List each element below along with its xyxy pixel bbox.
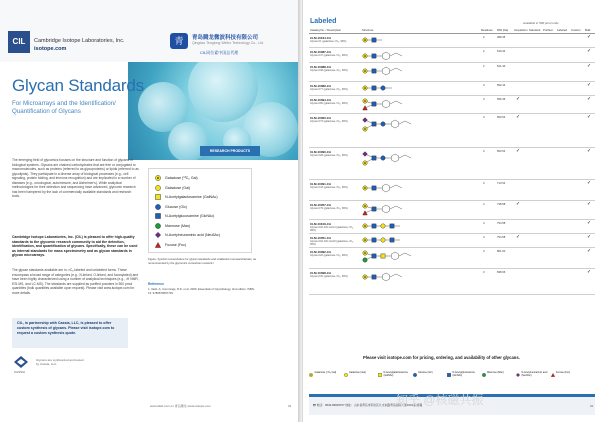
catalog-number: CLM-10091-CA — [310, 182, 332, 186]
check-icon: ✓ — [516, 114, 521, 120]
table-row — [309, 248, 595, 269]
page-header — [0, 0, 298, 62]
residues-value: 3 — [483, 271, 485, 274]
residues-value: 3 — [483, 116, 485, 119]
legend-item — [155, 174, 198, 182]
legend-label: N-Acetylgalactosamine (GalNAc) — [165, 195, 218, 199]
check-icon: ✓ — [587, 34, 592, 40]
table-row — [309, 114, 595, 148]
page-title: Glycan Standards — [12, 76, 144, 95]
availability-note: Available in 500 pmol units — [523, 21, 559, 25]
left-footer: www.diwb.com.cn 青岛腾龙 www.isotope.com — [150, 404, 211, 408]
check-icon: ✓ — [587, 114, 592, 120]
check-icon: ✓ — [587, 63, 592, 69]
check-icon: ✓ — [516, 234, 521, 240]
legend-label: N-Acetylgalactosamine (GalNAc) — [383, 371, 408, 377]
cassia-label: CASSIA — [14, 370, 26, 374]
residues-value: 2 — [483, 36, 485, 39]
square-symbol-icon — [155, 213, 161, 219]
check-icon: ✓ — [587, 48, 592, 54]
legend-label: N-Acetylneuraminic acid (Neu5Ac) — [165, 233, 220, 237]
residues-value: 4 — [483, 236, 485, 239]
symbol-legend — [148, 168, 252, 253]
partner-name-en: Qingdao Tenglong Weibo Technology Co., Ltd. — [192, 41, 264, 45]
legend-label: N-Acetylneuraminic acid (Neu5Ac) — [521, 371, 548, 377]
mw-value: 541.40 — [497, 65, 506, 68]
circle-symbol-icon — [155, 223, 161, 229]
mw-value: 738.58 — [497, 203, 506, 206]
legend-label: Fucose (Fuc) — [165, 242, 187, 247]
right-page — [302, 0, 600, 422]
residues-value: 3 — [483, 250, 485, 253]
cassia-note: Glycans are synthesized and tested by Cassia, LLC. — [36, 358, 84, 366]
table-row — [309, 234, 595, 248]
residues-value: 3 — [483, 84, 485, 87]
mw-value: 754.58 — [497, 222, 506, 225]
legend-item — [155, 212, 214, 220]
check-icon: ✓ — [587, 96, 592, 102]
contact-text: ☎ 电话：0532-83818707 地址：山东省青岛市李沧区九水东路青岛国际大厦1601室 邮箱 — [313, 403, 423, 407]
watermark: 知乎 @核磁共振 — [396, 393, 484, 407]
figure-caption: Figure. Symbol nomenclature for glycan standards and unlabeled monosaccharides, as recommended by the glycomics consortium network.¹ — [148, 257, 257, 265]
legend-item — [155, 241, 186, 249]
table-row — [309, 48, 595, 63]
left-page — [0, 0, 298, 422]
labeled-heading: Labeled — [310, 18, 337, 25]
table-row — [309, 220, 595, 234]
triangle-symbol-icon — [155, 242, 161, 248]
brand-name: Cambridge Isotope Laboratories, Inc. — [34, 38, 125, 44]
legend-item — [447, 372, 479, 386]
intro-paragraph: The emerging field of glycomics focuses on the structure and function of glycans in biological systems. Glycans are chained carbohydrates that are free or conjugated to macromolecules, such as proteins (referred to as glycoproteins) or lipids (referred to as glycolipids). They participate in a diverse array of biological processes (e.g., cell signaling, protein folding, and immune recognition) and are implicated in a number of diseases (e.g., oncological, autoimmune, and Alzheimer's). While analytical methodologies for their detection and sequencing have advanced, glycomic research has been hampered by the lack of commercially available standards and research tools. — [12, 158, 139, 198]
check-icon: ✓ — [587, 180, 592, 186]
col-c5: Custom — [571, 28, 581, 32]
glycan-description: Glycan-F43 (galactose-¹³C₆, 99%) — [310, 186, 348, 189]
table-header — [309, 26, 595, 34]
legend-item — [516, 372, 548, 386]
col-c3: Purified — [543, 28, 553, 32]
check-icon: ✓ — [587, 220, 592, 226]
research-products-ribbon: RESEARCH PRODUCTS — [200, 146, 260, 156]
col-c6: Bulk — [585, 28, 591, 32]
page-subtitle: For Microarrays and the Identification/ Quantification of Glycans — [12, 100, 116, 115]
check-icon: ✓ — [587, 201, 592, 207]
square-symbol-icon — [378, 373, 382, 377]
circle-symbol-icon — [155, 175, 161, 181]
catalog-number: CLM-10164-CA — [310, 36, 332, 40]
legend-item — [413, 372, 445, 386]
cil-logo: CIL — [8, 31, 30, 53]
right-page-number: 02 — [590, 404, 594, 408]
legend-item — [378, 372, 410, 386]
diamond-symbol-icon — [155, 232, 161, 238]
legend-label: Glucose (Glc) — [165, 204, 187, 209]
catalog-number: CLM-10089-CA — [310, 84, 332, 88]
table-row — [309, 82, 595, 96]
left-page-number: 01 — [288, 404, 292, 408]
circle-symbol-icon — [344, 373, 348, 377]
legend-item — [155, 203, 187, 211]
legend-item — [155, 231, 220, 239]
col-c1: Acquisition — [514, 28, 528, 32]
partner-logo: 青 — [170, 33, 188, 49]
legend-item — [155, 184, 190, 192]
check-icon: ✓ — [516, 148, 521, 154]
check-icon: ✓ — [587, 82, 592, 88]
circle-symbol-icon — [482, 373, 486, 377]
glycan-structure-icon — [362, 114, 472, 148]
legend-label: Galactose (¹³C₆ Gal) — [314, 371, 337, 374]
legend-item — [309, 372, 341, 386]
catalog-number: CLM-10088-CA — [310, 65, 332, 69]
square-symbol-icon — [155, 194, 161, 200]
check-icon: ✓ — [587, 248, 592, 254]
col-c4: Labeled — [557, 28, 567, 32]
glycan-structure-icon — [362, 269, 472, 303]
table-row — [309, 269, 595, 295]
catalog-number: CLM-10098-CA — [310, 271, 332, 275]
residues-value: 4 — [483, 203, 485, 206]
mw-value: 801.60 — [497, 250, 506, 253]
glycan-description: Glycan-F77 (galactose-¹³C₆, 99%) — [310, 88, 348, 91]
legend-label: Mannose (Man) — [165, 223, 191, 228]
circle-symbol-icon — [413, 373, 417, 377]
structure-cell — [362, 269, 472, 308]
table-body — [309, 34, 595, 295]
catalog-number: CLM-10051-CA — [310, 236, 332, 240]
legend-label: Glucose (Glc) — [418, 371, 433, 374]
mw-value: 838.66 — [497, 271, 506, 274]
mw-value: 389.35 — [497, 36, 506, 39]
col-c2: Standard — [529, 28, 541, 32]
mw-value: 713.54 — [497, 182, 506, 185]
legend-item — [155, 193, 218, 201]
mw-value: 592.44 — [497, 84, 506, 87]
catalog-number: CLM-10057-CA — [310, 203, 332, 207]
visit-note: Please visit isotope.com for pricing, ordering, and availability of other glycans. — [363, 355, 520, 360]
legend-item — [551, 372, 583, 386]
legend-item — [155, 222, 190, 230]
glycan-description: Glycan-F28 (galactose-¹³C₆, 99%) — [310, 154, 348, 157]
mw-value: 510.34 — [497, 50, 506, 53]
references-heading: Reference — [148, 282, 164, 286]
mw-value: 656.46 — [497, 98, 506, 101]
legend-label: Fucose (Fuc) — [556, 371, 571, 374]
glycan-description: Glycan-F79 (galactose-¹³C₆, 99%) — [310, 207, 348, 210]
residues-value: 4 — [483, 222, 485, 225]
triangle-symbol-icon — [551, 373, 555, 377]
legend-item — [482, 372, 514, 386]
circle-symbol-icon — [155, 185, 161, 191]
glycan-description: Glycan-F47 (galactose-¹³C₆, 99%) — [310, 54, 348, 57]
glycan-description: Glycan-F73 (galactose-¹³C₆, 99%) — [310, 120, 348, 123]
residues-value: 2 — [483, 50, 485, 53]
legend-item — [344, 372, 376, 386]
residues-value: 2 — [483, 65, 485, 68]
glycan-description: Glycan-F48 (galactose-¹³C₆, 99%) — [310, 69, 348, 72]
check-icon: ✓ — [516, 96, 521, 102]
check-icon: ✓ — [516, 201, 521, 207]
brand-url[interactable]: isotope.com — [34, 46, 67, 52]
col-structure: Structure — [362, 28, 374, 32]
residues-value: 3 — [483, 182, 485, 185]
circle-symbol-icon — [309, 373, 313, 377]
bottom-symbol-legend — [309, 372, 595, 386]
statement-paragraph: Cambridge Isotope Laboratories, Inc. (CIL) is pleased to offer high-quality standards to the glycomic research community to aid the detection, identification, and quantification of glycans. Specifically, these can be used as internal standards for mass spectrometry and as glycan standards in glycan microarrays. — [12, 235, 138, 258]
square-symbol-icon — [447, 373, 451, 377]
diamond-symbol-icon — [516, 373, 520, 377]
catalog-number: CLM-10094-CA — [310, 98, 332, 102]
references-text: 1. Varki, A; Cummings, R.D. et al. 2009. Essentials of Glycobiology, 2nd edition. ISBN-13: 9780879697709 — [148, 287, 255, 295]
table-row — [309, 201, 595, 220]
catalog-number: CLM-10087-CA — [310, 50, 332, 54]
table-row — [309, 63, 595, 82]
mw-value: 653.54 — [497, 150, 506, 153]
mw-value: 754.58 — [497, 236, 506, 239]
catalog-number: CLM-10092-CA — [310, 250, 332, 254]
glycan-description: Glycan-F02-13C-GAL8 (galactose-¹³C₆, 99%) — [310, 240, 354, 247]
legend-label: N-Acetylglucosamine (GlcNAc) — [165, 214, 215, 218]
glycan-description: Glycan-F30 (galactose-¹³C₆, 99%) — [310, 275, 348, 278]
glycan-structure-icon — [362, 148, 472, 182]
circle-symbol-icon — [155, 204, 161, 210]
col-residues: Residues — [481, 28, 493, 32]
glycan-description: Glycan-F1 (galactose-¹³C₆, 99%) — [310, 40, 347, 43]
partner-name-cn: 青岛腾龙微波科技有限公司 — [192, 35, 259, 41]
check-icon: ✓ — [587, 148, 592, 154]
mw-value: 653.54 — [497, 116, 506, 119]
check-icon: ✓ — [587, 269, 592, 275]
availability-paragraph: The glycan standards available are in ¹³C₆-labeled and unlabeled forms. These encompass a broad range of categories (e.g., N-linked, O-linked, and fucosylated) and have been highly characterized using a number of analytical techniques (e.g., ¹H NMR, ESI-MS, and LC-MS). The standards are supplied as purified powders in 500 pmol quantities (bulk quantities available upon request). Please visit www.isotope.com for more details. — [12, 268, 139, 295]
legend-label: Galactose (Gal) — [349, 371, 366, 374]
legend-label: Mannose (Man) — [487, 371, 504, 374]
partner-tagline: CIL同位素中国总代理 — [200, 50, 239, 55]
legend-label: Galactose (¹³C₆ Gal) — [165, 176, 198, 180]
glycan-table — [309, 26, 595, 295]
col-mw: MW (Da) — [497, 28, 509, 32]
col-catalog: Catalog No. / Description — [310, 28, 342, 32]
legend-label: N-Acetylglucosamine (GlcNAc) — [452, 371, 475, 377]
table-row — [309, 180, 595, 201]
custom-synthesis-callout: CIL, in partnership with Cassia, LLC, is pleased to offer custom synthesis of glycans. Please visit isotope.com to request a custom synthesis quote. — [12, 318, 128, 348]
residues-value: 3 — [483, 150, 485, 153]
cassia-logo-icon — [14, 356, 28, 368]
table-row — [309, 96, 595, 114]
residues-value: 3 — [483, 98, 485, 101]
table-row — [309, 34, 595, 48]
table-row — [309, 148, 595, 180]
catalog-number: CLM-10063-CA — [310, 116, 332, 120]
check-icon: ✓ — [587, 234, 592, 240]
glycan-description: Glycan-F02-13C-GAL4 (galactose-¹³C₆, 99%) — [310, 226, 354, 233]
legend-label: Galactose (Gal) — [165, 185, 191, 190]
glycan-description: Glycan-F22 (galactose-¹³C₆, 99%) — [310, 254, 348, 257]
glycan-description: Glycan-F80 (galactose-¹³C₆, 99%) — [310, 102, 348, 105]
catalog-number: CLM-10090-CA — [310, 150, 332, 154]
catalog-number: CLM-10109-CA — [310, 222, 332, 226]
